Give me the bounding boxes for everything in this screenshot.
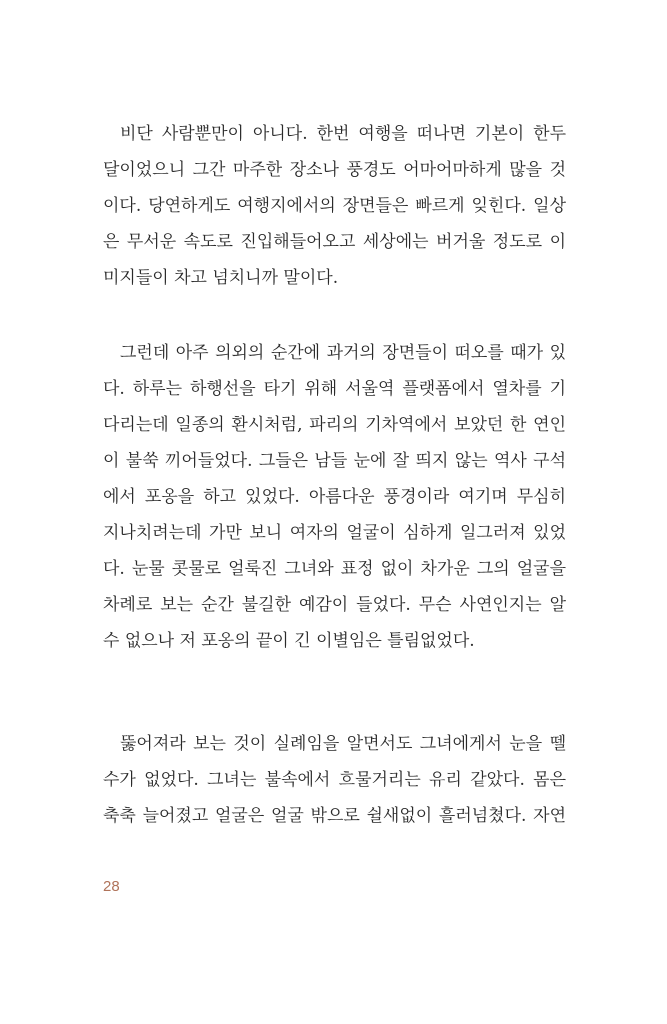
paragraph-2: [103, 335, 566, 659]
paragraph-3: [103, 726, 566, 834]
text-line: 미지들이 차고 넘치니까 말이다.: [103, 268, 339, 288]
text-line: 수 없으나 저 포옹의 끝이 긴 이별임은 틀림없었다.: [103, 631, 475, 651]
text-line: 다. 하루는 하행선을 타기 위해 서울역 플랫폼에서 열차를 기: [103, 379, 566, 399]
text-line: 지나치려는데 가만 보니 여자의 얼굴이 심하게 일그러져 있었: [103, 523, 566, 543]
text-line: 다리는데 일종의 환시처럼, 파리의 기차역에서 보았던 한 연인: [103, 415, 566, 435]
text-line: 이 불쑥 끼어들었다. 그들은 남들 눈에 잘 띄지 않는 역사 구석: [103, 451, 566, 471]
text-line: 그런데 아주 의외의 순간에 과거의 장면들이 떠오를 때가 있: [120, 343, 566, 363]
text-line: 수가 없었다. 그녀는 불속에서 흐물거리는 유리 같았다. 몸은: [103, 770, 566, 790]
text-line: 차례로 보는 순간 불길한 예감이 들었다. 무슨 사연인지는 알: [103, 595, 566, 615]
text-line: 뚫어져라 보는 것이 실례임을 알면서도 그녀에게서 눈을 뗄: [120, 734, 566, 754]
text-line: 달이었으니 그간 마주한 장소나 풍경도 어마어마하게 많을 것: [103, 160, 566, 180]
text-line: 축축 늘어졌고 얼굴은 얼굴 밖으로 쉴새없이 흘러넘쳤다. 자연: [103, 806, 566, 826]
text-line: 이다. 당연하게도 여행지에서의 장면들은 빠르게 잊힌다. 일상: [103, 196, 566, 216]
page-number: 28: [103, 878, 120, 895]
text-line: 에서 포옹을 하고 있었다. 아름다운 풍경이라 여기며 무심히: [103, 487, 566, 507]
text-line: 비단 사람뿐만이 아니다. 한번 여행을 떠나면 기본이 한두: [120, 124, 566, 144]
text-line: 은 무서운 속도로 진입해들어오고 세상에는 버거울 정도로 이: [103, 232, 566, 252]
paragraph-1: [103, 116, 566, 296]
text-line: 다. 눈물 콧물로 얼룩진 그녀와 표정 없이 차가운 그의 얼굴을: [103, 559, 566, 579]
